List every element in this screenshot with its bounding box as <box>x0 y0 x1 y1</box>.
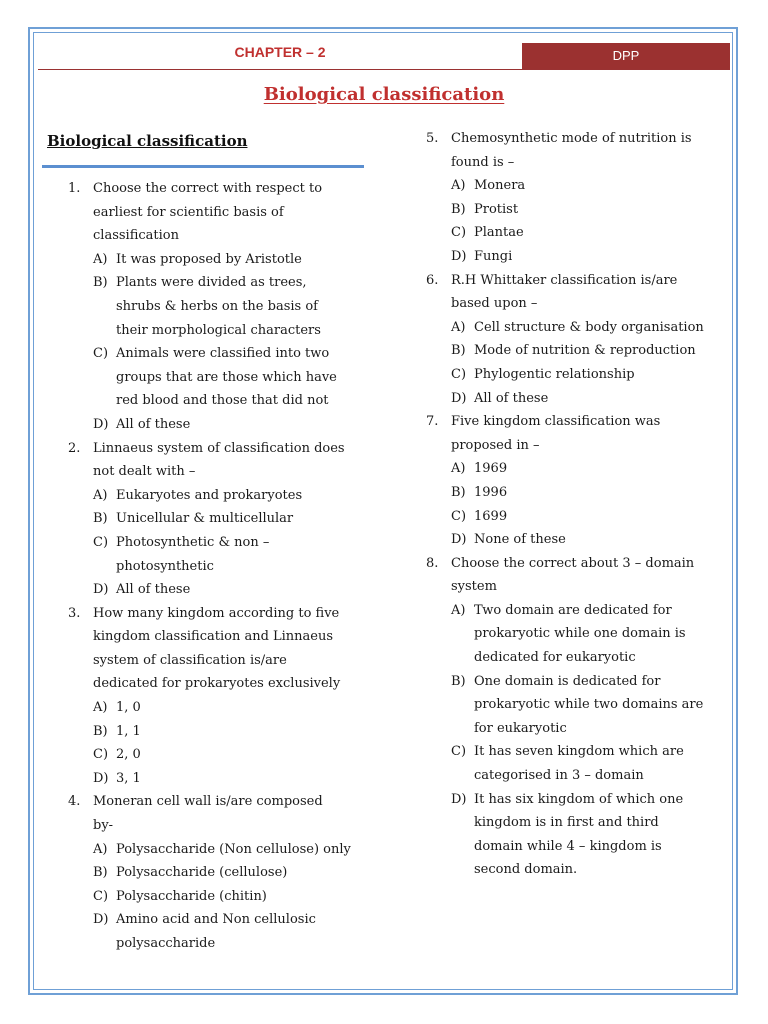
option-label: A) <box>93 700 108 716</box>
option-label: B) <box>451 484 466 500</box>
option-label: B) <box>93 511 108 527</box>
question <box>68 177 368 248</box>
answer-option <box>426 788 726 882</box>
answer-option <box>68 413 368 437</box>
option-text-line: It was proposed by Aristotle <box>116 251 302 267</box>
question-text-line: kingdom classification and Linnaeus <box>93 629 334 645</box>
answer-option <box>426 221 726 245</box>
option-label: D) <box>451 791 467 807</box>
question-text-line: Five kingdom classification was <box>451 414 661 430</box>
option-text-line: kingdom is in first and third <box>474 815 659 831</box>
option-text-line: categorised in 3 – domain <box>474 768 644 784</box>
option-label: C) <box>451 225 467 241</box>
answer-option <box>68 531 368 578</box>
answer-option <box>426 670 726 741</box>
answer-option <box>426 245 726 269</box>
option-text-line: None of these <box>474 532 566 548</box>
answer-option <box>68 484 368 508</box>
page-title: Biological classification <box>263 84 505 105</box>
option-text-line: 2, 0 <box>116 747 141 763</box>
option-label: B) <box>93 723 108 739</box>
answer-option <box>426 599 726 670</box>
question <box>426 552 726 599</box>
answer-option <box>426 528 726 552</box>
question-text-line: How many kingdom according to five <box>93 605 340 621</box>
answer-option <box>426 740 726 787</box>
option-label: D) <box>451 248 467 264</box>
chapter-label: CHAPTER – 2 <box>234 44 326 60</box>
option-text-line: polysaccharide <box>116 936 216 951</box>
option-label: A) <box>451 602 466 618</box>
option-text-line: It has six kingdom of which one <box>474 791 684 807</box>
option-text-line: All of these <box>474 390 549 406</box>
question <box>68 790 368 837</box>
option-text-line: 1996 <box>474 484 508 500</box>
answer-option <box>68 767 368 791</box>
option-text-line: All of these <box>116 416 191 432</box>
right-column <box>426 127 726 882</box>
option-label: D) <box>451 390 467 406</box>
option-label: D) <box>93 582 109 598</box>
option-label: D) <box>93 912 109 928</box>
answer-option <box>68 861 368 885</box>
option-text-line: Polysaccharide (chitin) <box>116 888 267 904</box>
option-label: C) <box>451 366 467 382</box>
option-text-line: 1, 1 <box>116 723 141 739</box>
answer-option <box>68 578 368 602</box>
option-label: A) <box>93 487 108 503</box>
question <box>426 410 726 457</box>
answer-option <box>68 908 368 955</box>
option-text-line: 1, 0 <box>116 700 141 716</box>
question <box>426 269 726 316</box>
question-text-line: Moneran cell wall is/are composed <box>93 794 323 810</box>
question-number: 1. <box>68 181 81 196</box>
option-text-line: Animals were classified into two <box>116 346 330 362</box>
option-text-line: 1969 <box>474 461 508 477</box>
question-text-line: based upon – <box>451 296 538 312</box>
answer-option <box>426 316 726 340</box>
answer-option <box>68 342 368 413</box>
option-text-line: photosynthetic <box>116 558 214 574</box>
option-label: B) <box>451 201 466 217</box>
option-text-line: red blood and those that did not <box>116 393 329 409</box>
question-number: 4. <box>68 794 81 810</box>
option-label: C) <box>451 744 467 760</box>
answer-option <box>68 248 368 272</box>
option-text-line: Monera <box>474 178 526 194</box>
question-number: 2. <box>68 440 81 456</box>
option-text-line: prokaryotic while one domain is <box>474 626 686 642</box>
answer-option <box>426 481 726 505</box>
question-text-line: proposed in – <box>451 437 540 453</box>
answer-option <box>68 743 368 767</box>
header-divider <box>38 69 730 70</box>
dpp-badge: DPP <box>522 43 730 69</box>
option-label: A) <box>451 178 466 194</box>
answer-option <box>68 838 368 862</box>
option-text-line: prokaryotic while two domains are <box>474 697 704 713</box>
answer-option <box>68 696 368 720</box>
question <box>68 437 368 484</box>
option-label: A) <box>451 319 466 335</box>
option-label: D) <box>451 532 467 548</box>
option-label: A) <box>451 461 466 477</box>
question-text-line: classification <box>93 228 179 244</box>
option-text-line: Polysaccharide (cellulose) <box>116 865 288 881</box>
option-text-line: for eukaryotic <box>474 720 567 736</box>
question-text-line: Choose the correct with respect to <box>93 181 323 196</box>
answer-option <box>426 457 726 481</box>
option-text-line: Two domain are dedicated for <box>474 602 672 618</box>
option-label: B) <box>451 673 466 689</box>
option-text-line: Phylogentic relationship <box>474 366 635 382</box>
option-text-line: Eukaryotes and prokaryotes <box>116 487 303 503</box>
question-text-line: system of classification is/are <box>93 652 287 668</box>
question-text-line: Chemosynthetic mode of nutrition is <box>451 131 692 146</box>
option-text-line: Mode of nutrition & reproduction <box>474 343 696 359</box>
option-label: A) <box>93 251 108 267</box>
question-text-line: by- <box>93 818 114 834</box>
option-text-line: All of these <box>116 582 191 598</box>
left-column <box>68 177 368 956</box>
option-text-line: shrubs & herbs on the basis of <box>116 298 318 314</box>
question-number: 3. <box>68 605 81 621</box>
answer-option <box>426 363 726 387</box>
question-text-line: not dealt with – <box>93 464 196 480</box>
question-text-line: Linnaeus system of classification does <box>93 440 345 456</box>
option-text-line: It has seven kingdom which are <box>474 744 684 760</box>
option-label: C) <box>93 747 109 763</box>
option-label: C) <box>93 346 109 362</box>
option-text-line: Plants were divided as trees, <box>116 275 307 291</box>
question <box>68 602 368 696</box>
option-label: D) <box>93 770 109 786</box>
answer-option <box>68 885 368 909</box>
question-number: 8. <box>426 555 439 571</box>
answer-option <box>68 271 368 342</box>
option-text-line: dedicated for eukaryotic <box>474 650 636 666</box>
option-text-line: their morphological characters <box>116 322 321 338</box>
option-label: B) <box>93 275 108 291</box>
option-label: D) <box>93 416 109 432</box>
option-text-line: One domain is dedicated for <box>474 673 661 689</box>
option-label: B) <box>451 343 466 359</box>
option-label: B) <box>93 865 108 881</box>
question-number: 6. <box>426 272 439 288</box>
answer-option <box>426 339 726 363</box>
question-text-line: found is – <box>451 154 515 170</box>
option-text-line: Polysaccharide (Non cellulose) only <box>116 841 351 857</box>
answer-option <box>426 174 726 198</box>
question-number: 7. <box>426 414 439 430</box>
question-text-line: system <box>451 579 497 595</box>
option-text-line: second domain. <box>474 862 578 878</box>
section-heading: Biological classification <box>47 132 248 150</box>
option-text-line: Protist <box>474 201 519 217</box>
answer-option <box>426 387 726 411</box>
option-label: C) <box>451 508 467 524</box>
option-label: A) <box>93 841 108 857</box>
question-text-line: earliest for scientific basis of <box>93 204 284 220</box>
option-label: C) <box>93 534 109 550</box>
option-text-line: Amino acid and Non cellulosic <box>116 912 316 928</box>
option-text-line: Photosynthetic & non – <box>116 534 270 550</box>
option-text-line: Fungi <box>474 248 513 264</box>
option-text-line: Unicellular & multicellular <box>116 511 294 527</box>
question <box>426 127 726 174</box>
option-label: C) <box>93 888 109 904</box>
question-text-line: R.H Whittaker classification is/are <box>451 272 678 288</box>
answer-option <box>426 198 726 222</box>
section-divider <box>42 165 364 168</box>
question-text-line: Choose the correct about 3 – domain <box>451 555 695 571</box>
option-text-line: domain while 4 – kingdom is <box>474 838 662 854</box>
option-text-line: 3, 1 <box>116 770 141 786</box>
answer-option <box>68 720 368 744</box>
answer-option <box>426 505 726 529</box>
option-text-line: Plantae <box>474 225 524 241</box>
option-text-line: groups that are those which have <box>116 369 337 385</box>
option-text-line: 1699 <box>474 508 508 524</box>
option-text-line: Cell structure & body organisation <box>474 319 704 335</box>
question-number: 5. <box>426 131 439 146</box>
question-text-line: dedicated for prokaryotes exclusively <box>93 676 341 692</box>
answer-option <box>68 507 368 531</box>
